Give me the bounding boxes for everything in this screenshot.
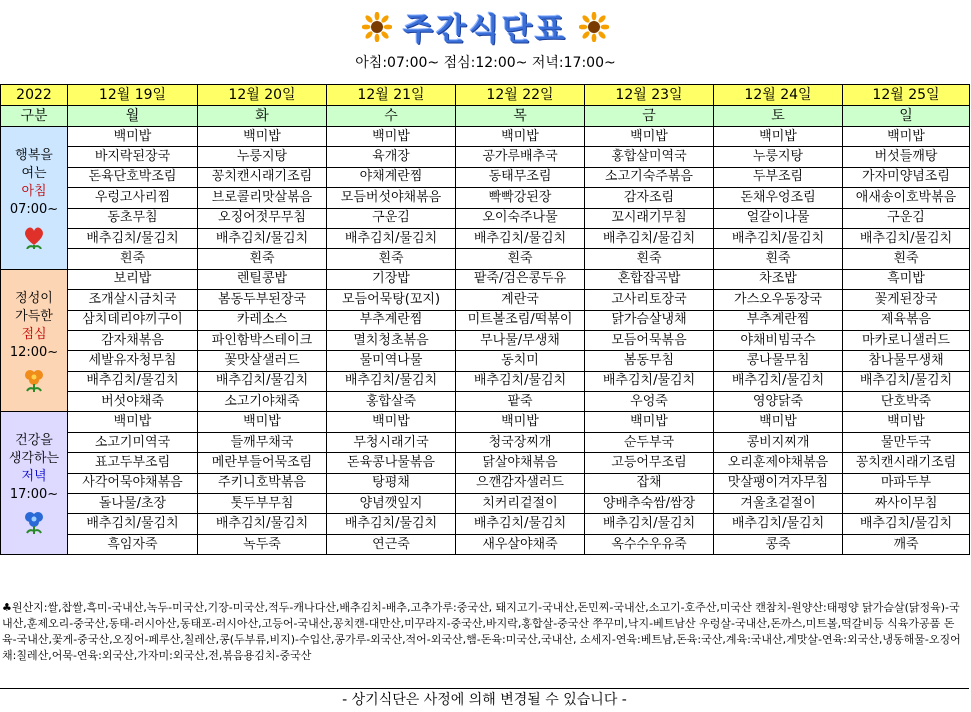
menu-item: 봄동무침 (585, 351, 714, 371)
orange-flower-icon (21, 366, 47, 392)
meal-times: 아침:07:00~ 점심:12:00~ 저녁:17:00~ (355, 55, 616, 71)
menu-item: 새우살야채죽 (456, 534, 585, 554)
menu-item: 무청시래기국 (327, 432, 456, 452)
menu-item: 육개장 (327, 147, 456, 167)
menu-item: 배추김치/물김치 (198, 371, 327, 391)
menu-item: 배추김치/물김치 (714, 371, 843, 391)
sunflower-icon (579, 12, 609, 42)
breakfast-row (1, 167, 970, 187)
menu-item: 흰죽 (714, 249, 843, 269)
dinner-row (1, 494, 970, 514)
menu-item: 백미밥 (585, 127, 714, 147)
menu-item: 치커리겉절이 (456, 494, 585, 514)
menu-item: 흰죽 (198, 249, 327, 269)
menu-item: 콩비지찌개 (714, 432, 843, 452)
date-cell: 12월 21일 (327, 85, 456, 106)
menu-item: 백미밥 (198, 127, 327, 147)
menu-item: 흰죽 (327, 249, 456, 269)
menu-item: 배추김치/물김치 (456, 371, 585, 391)
dinner-row (1, 534, 970, 554)
menu-item: 소고기야채죽 (198, 392, 327, 412)
menu-item: 빡빡강된장 (456, 188, 585, 208)
menu-item: 야채비빔국수 (714, 330, 843, 350)
menu-item: 백미밥 (68, 412, 198, 432)
menu-item: 오리훈제야채볶음 (714, 453, 843, 473)
menu-item: 배추김치/물김치 (68, 371, 198, 391)
menu-item: 가자미양념조림 (843, 167, 970, 187)
menu-item: 삼치데리야끼구이 (68, 310, 198, 330)
menu-item: 콩나물무침 (714, 351, 843, 371)
date-cell: 12월 20일 (198, 85, 327, 106)
menu-item: 백미밥 (714, 127, 843, 147)
menu-item: 카레소스 (198, 310, 327, 330)
menu-item: 톳두부무침 (198, 494, 327, 514)
dinner-row (1, 514, 970, 534)
meal-label-line: 생각하는 (8, 451, 60, 467)
meal-label-line: 행복을 (15, 147, 53, 163)
breakfast-row (1, 188, 970, 208)
weekday-cell: 수 (327, 106, 456, 127)
menu-item: 홍합살죽 (327, 392, 456, 412)
menu-item: 백미밥 (327, 412, 456, 432)
menu-item: 동태무조림 (456, 167, 585, 187)
menu-item: 얼갈이나물 (714, 208, 843, 228)
menu-item: 구운김 (327, 208, 456, 228)
menu-item: 콩죽 (714, 534, 843, 554)
menu-item: 양배추숙쌈/쌈장 (585, 494, 714, 514)
origin-notice: ♣원산지:쌀,찹쌀,흑미-국내산,녹두-미국산,기장-미국산,적두-캐나다산,배추김치-배추,고추가루:중국산, 돼지고기-국내산,돈민찌-국내산,소고기-호주산,미국산 캔참치-원양산:태평양 닭가슴살(닭정육)-국내산,훈제오리-중국산,동태-러시아산,동태포-러시아산,고등어-국내산,꽁치캔-대만산,미꾸라지-중국산,바지락,홍합살-중국산 쭈꾸미,낙지-베트남산 우렁살-국내산,돈까스,미트볼,떡갈비등 식육가공품 돈육-국내산,꽃게-중국산,오징어-페루산,칠레산,콩(두부류,비지)-수입산,콩가루-외국산,적어-외국산,햄-돈육:미국산,국내산, 소세지-연육:베트남,돈육:국산,계육:국내산,게맛살-연육:외국산,냉동해물-오징어채:칠레산,어묵-연육:외국산,가자미:외국산,전,볶음용김치-중국산 (2, 601, 961, 662)
menu-item: 사각어묵야채볶음 (68, 473, 198, 493)
menu-item: 배추김치/물김치 (327, 514, 456, 534)
menu-item: 녹두죽 (198, 534, 327, 554)
menu-item: 애새송이호박볶음 (843, 188, 970, 208)
menu-item: 동치미 (456, 351, 585, 371)
menu-item: 물만두국 (843, 432, 970, 452)
menu-item: 마파두부 (843, 473, 970, 493)
breakfast-row (1, 228, 970, 248)
menu-item: 들깨무채국 (198, 432, 327, 452)
weekly-menu-table (0, 84, 970, 555)
lunch-row (1, 392, 970, 412)
menu-item: 파인함박스테이크 (198, 330, 327, 350)
menu-item: 으깬감자샐러드 (456, 473, 585, 493)
menu-item: 우렁고사리찜 (68, 188, 198, 208)
menu-item: 순두부국 (585, 432, 714, 452)
menu-item: 동초무침 (68, 208, 198, 228)
meal-time: 12:00~ (9, 344, 59, 360)
menu-item: 흰죽 (68, 249, 198, 269)
menu-item: 잡채 (585, 473, 714, 493)
menu-item: 배추김치/물김치 (585, 371, 714, 391)
menu-item: 보리밥 (68, 269, 198, 289)
menu-item: 영양닭죽 (714, 392, 843, 412)
date-cell: 12월 24일 (714, 85, 843, 106)
menu-item: 구운김 (843, 208, 970, 228)
menu-item: 꽃게된장국 (843, 290, 970, 310)
heart-flower-icon (21, 223, 47, 249)
menu-item: 버섯야채죽 (68, 392, 198, 412)
menu-item: 봄동두부된장국 (198, 290, 327, 310)
menu-item: 단호박죽 (843, 392, 970, 412)
menu-item: 소고기숙주볶음 (585, 167, 714, 187)
menu-item: 배추김치/물김치 (843, 514, 970, 534)
menu-item: 소고기미역국 (68, 432, 198, 452)
date-cell: 12월 25일 (843, 85, 970, 106)
menu-item: 돈육콩나물볶음 (327, 453, 456, 473)
menu-item: 배추김치/물김치 (714, 514, 843, 534)
meal-time: 07:00~ (9, 201, 59, 217)
lunch-label (1, 269, 68, 412)
menu-item: 청국장찌개 (456, 432, 585, 452)
menu-item: 배추김치/물김치 (327, 228, 456, 248)
dinner-label (1, 412, 68, 555)
weekday-row (1, 106, 970, 127)
menu-item: 짜사이무침 (843, 494, 970, 514)
menu-item: 백미밥 (456, 127, 585, 147)
breakfast-row (1, 127, 970, 147)
menu-item: 부추계란찜 (714, 310, 843, 330)
menu-item: 돈육단호박조림 (68, 167, 198, 187)
meal-label-line: 건강을 (15, 433, 53, 449)
menu-item: 배추김치/물김치 (327, 371, 456, 391)
weekday-cell: 금 (585, 106, 714, 127)
lunch-row (1, 351, 970, 371)
menu-item: 바지락된장국 (68, 147, 198, 167)
meal-label-line: 정성이 (15, 290, 53, 306)
lunch-row (1, 310, 970, 330)
menu-item: 백미밥 (843, 127, 970, 147)
menu-item: 멸치청초볶음 (327, 330, 456, 350)
page-header (0, 0, 971, 84)
menu-item: 돌나물/초장 (68, 494, 198, 514)
menu-item: 홍합살미역국 (585, 147, 714, 167)
menu-item: 옥수수우유죽 (585, 534, 714, 554)
menu-item: 배추김치/물김치 (68, 514, 198, 534)
menu-item: 누룽지탕 (714, 147, 843, 167)
menu-item: 닭가슴살냉채 (585, 310, 714, 330)
menu-item: 배추김치/물김치 (585, 228, 714, 248)
menu-item: 백미밥 (198, 412, 327, 432)
menu-item: 배추김치/물김치 (843, 228, 970, 248)
weekday-cell: 화 (198, 106, 327, 127)
menu-item: 백미밥 (585, 412, 714, 432)
menu-item: 기장밥 (327, 269, 456, 289)
menu-item: 흰죽 (585, 249, 714, 269)
menu-item: 조개살시금치국 (68, 290, 198, 310)
menu-item: 꼬시래기무침 (585, 208, 714, 228)
menu-item: 세발유자청무침 (68, 351, 198, 371)
menu-item: 부추계란찜 (327, 310, 456, 330)
menu-item: 흑미밥 (843, 269, 970, 289)
menu-item: 무나물/무생채 (456, 330, 585, 350)
menu-item: 감자채볶음 (68, 330, 198, 350)
menu-item: 두부조림 (714, 167, 843, 187)
menu-item: 꽁치캔시래기조림 (198, 167, 327, 187)
menu-item: 마카로니샐러드 (843, 330, 970, 350)
breakfast-label (1, 127, 68, 270)
meal-label-line: 여는 (21, 165, 47, 181)
menu-item: 배추김치/물김치 (714, 228, 843, 248)
meal-name: 점심 (21, 326, 47, 342)
menu-item: 흰죽 (456, 249, 585, 269)
menu-item: 백미밥 (714, 412, 843, 432)
menu-item: 꽁치캔시래기조림 (843, 453, 970, 473)
menu-item: 공가루배추국 (456, 147, 585, 167)
menu-item: 맛살팽이겨자무침 (714, 473, 843, 493)
menu-item: 고사리토장국 (585, 290, 714, 310)
menu-item: 닭살야채볶음 (456, 453, 585, 473)
meal-name: 아침 (21, 183, 47, 199)
menu-item: 연근죽 (327, 534, 456, 554)
menu-item: 배추김치/물김치 (198, 228, 327, 248)
menu-item: 야채계란찜 (327, 167, 456, 187)
menu-item: 백미밥 (456, 412, 585, 432)
dinner-row (1, 453, 970, 473)
menu-item: 팥죽/검은콩두유 (456, 269, 585, 289)
menu-item: 렌틸콩밥 (198, 269, 327, 289)
weekday-cell: 일 (843, 106, 970, 127)
menu-item: 우엉죽 (585, 392, 714, 412)
menu-item: 미트볼조림/떡볶이 (456, 310, 585, 330)
menu-item: 겨울초겉절이 (714, 494, 843, 514)
lunch-row (1, 371, 970, 391)
lunch-row (1, 330, 970, 350)
menu-item: 배추김치/물김치 (843, 371, 970, 391)
menu-item: 양념깻잎지 (327, 494, 456, 514)
year-cell: 2022 (1, 85, 68, 106)
menu-item: 배추김치/물김치 (456, 514, 585, 534)
menu-item: 감자조림 (585, 188, 714, 208)
menu-item: 깨죽 (843, 534, 970, 554)
menu-item: 흰죽 (843, 249, 970, 269)
meal-name: 저녁 (21, 469, 47, 485)
menu-item: 백미밥 (843, 412, 970, 432)
category-label: 구분 (1, 106, 68, 127)
menu-item: 배추김치/물김치 (198, 514, 327, 534)
menu-item: 차조밥 (714, 269, 843, 289)
menu-item: 참나물무생채 (843, 351, 970, 371)
menu-item: 혼합잡곡밥 (585, 269, 714, 289)
menu-item: 모듬버섯야채볶음 (327, 188, 456, 208)
menu-item: 브로콜리맛살볶음 (198, 188, 327, 208)
weekday-cell: 토 (714, 106, 843, 127)
title-bar (0, 4, 971, 46)
menu-item: 메란부들어묵조림 (198, 453, 327, 473)
menu-item: 누룽지탕 (198, 147, 327, 167)
lunch-row (1, 290, 970, 310)
footer-notice: - 상기식단은 사정에 의해 변경될 수 있습니다 - (0, 688, 969, 711)
date-cell: 12월 19일 (68, 85, 198, 106)
dinner-row (1, 412, 970, 432)
meal-time: 17:00~ (9, 487, 59, 503)
menu-item: 표고두부조림 (68, 453, 198, 473)
breakfast-row (1, 249, 970, 269)
weekday-cell: 월 (68, 106, 198, 127)
menu-item: 고등어무조림 (585, 453, 714, 473)
lunch-row (1, 269, 970, 289)
menu-item: 배추김치/물김치 (68, 228, 198, 248)
menu-item: 꽃맛살샐러드 (198, 351, 327, 371)
date-cell: 12월 23일 (585, 85, 714, 106)
date-row (1, 85, 970, 106)
menu-item: 백미밥 (327, 127, 456, 147)
meal-label-line: 가득한 (15, 308, 53, 324)
menu-item: 주키니호박볶음 (198, 473, 327, 493)
breakfast-row (1, 147, 970, 167)
menu-item: 배추김치/물김치 (585, 514, 714, 534)
menu-item: 돈채우엉조림 (714, 188, 843, 208)
menu-item: 오징어젓무무침 (198, 208, 327, 228)
menu-item: 팥죽 (456, 392, 585, 412)
menu-item: 오이숙주나물 (456, 208, 585, 228)
menu-item: 계란국 (456, 290, 585, 310)
sunflower-icon (362, 12, 392, 42)
menu-item: 버섯들깨탕 (843, 147, 970, 167)
menu-item: 백미밥 (68, 127, 198, 147)
menu-item: 가스오우동장국 (714, 290, 843, 310)
dinner-row (1, 473, 970, 493)
menu-item: 제육볶음 (843, 310, 970, 330)
breakfast-row (1, 208, 970, 228)
date-cell: 12월 22일 (456, 85, 585, 106)
page-title: 주간식단표 (403, 12, 568, 48)
menu-item: 물미역나물 (327, 351, 456, 371)
blue-flower-icon (21, 508, 47, 534)
menu-item: 흑임자죽 (68, 534, 198, 554)
menu-item: 모듬어묵탕(꼬지) (327, 290, 456, 310)
menu-item: 모듬어묵볶음 (585, 330, 714, 350)
weekday-cell: 목 (456, 106, 585, 127)
dinner-row (1, 432, 970, 452)
menu-item: 탕평채 (327, 473, 456, 493)
menu-item: 배추김치/물김치 (456, 228, 585, 248)
